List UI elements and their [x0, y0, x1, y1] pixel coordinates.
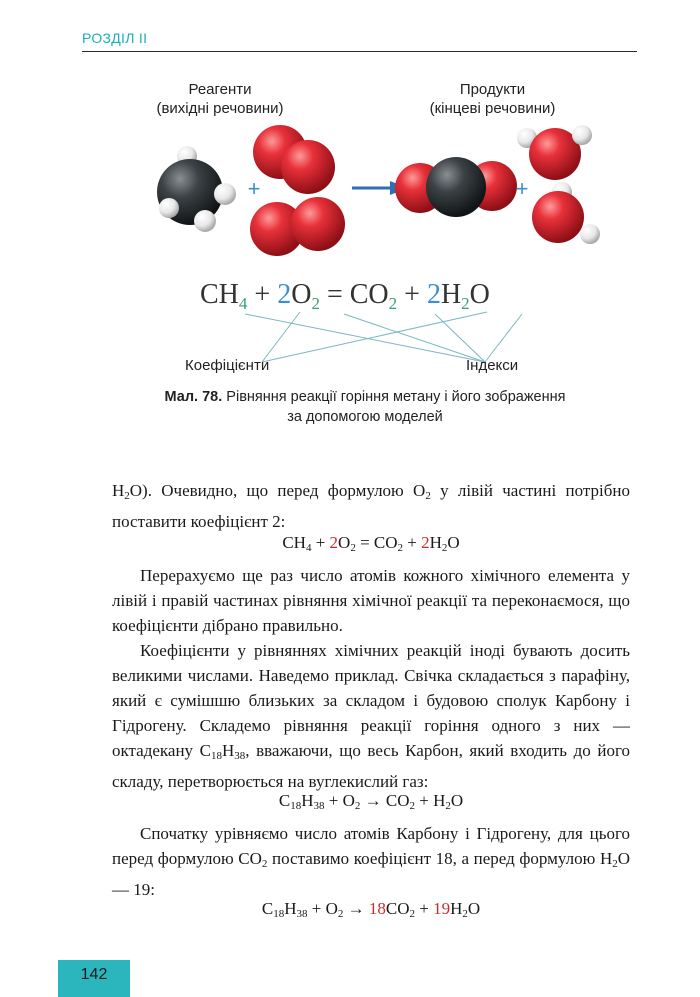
reagents-title: Реагенти [188, 81, 252, 98]
page-number: 142 [80, 966, 108, 983]
paragraph-1: $H_2O$). Очевидно, що перед формулою $O_2$ у лівій частині потрібно поставити коефіцієнт 2: [112, 481, 630, 531]
formula-1: $CH_4 + 2O_2 = CO_2 + 2H_2O$ [282, 533, 460, 554]
pointer-lines [0, 0, 700, 400]
reagents-subtitle: (вихідні речовини) [156, 100, 284, 117]
section-header: РОЗДІЛ II [82, 30, 148, 46]
paragraph-4: Спочатку урівняємо число атомів Карбону і Гідрогену, для цього перед формулою $CO_2$ поставимо коефіцієнт 18, а перед формулою $H_2O$ — 19: [112, 824, 631, 899]
plus-sign-2: + [515, 176, 529, 201]
plus-sign: + [247, 176, 261, 201]
paragraph-3: Коефіцієнти у рівняннях хімічних реакцій іноді бувають досить великими числами. Наведемо приклад. Свічка складається з парафіну, який є сумішшю близьких за складом і будовою сполук Карбону і Гідрогену. Складемо рівняння реакції горіння одного з них — октадекану $C_{18}H_{38}$, вважаючи, що весь Карбон, який входить до його складу, перетворюється на вуглекислий газ: [112, 641, 630, 791]
label-coefficients: Коефіцієнти [185, 357, 270, 374]
formula-2: $C_{18}H_{38} + O_2 \to CO_2 + H_2O$ [278, 791, 464, 812]
label-indices: Індекси [466, 357, 519, 374]
figure-caption: Мал. 78. Рівняння реакції горіння метану і його зображення за допомогою моделей [164, 389, 566, 425]
products-title: Продукти [459, 81, 526, 98]
formula-3: $C_{18}H_{38} + O_2 \to 18CO_2 + 19H_2O$ [261, 899, 481, 920]
products-subtitle: (кінцеві речовини) [429, 100, 556, 117]
figure-equation: $CH_4 + 2O_2 = CO_2 + 2H_2O$ [200, 279, 490, 313]
paragraph-2: Перерахуємо ще раз число атомів кожного хімічного елемента у лівій і правій частинах рівняння хімічної реакції та переконаємося, що коефіцієнти дібрано правильно. [112, 566, 630, 635]
